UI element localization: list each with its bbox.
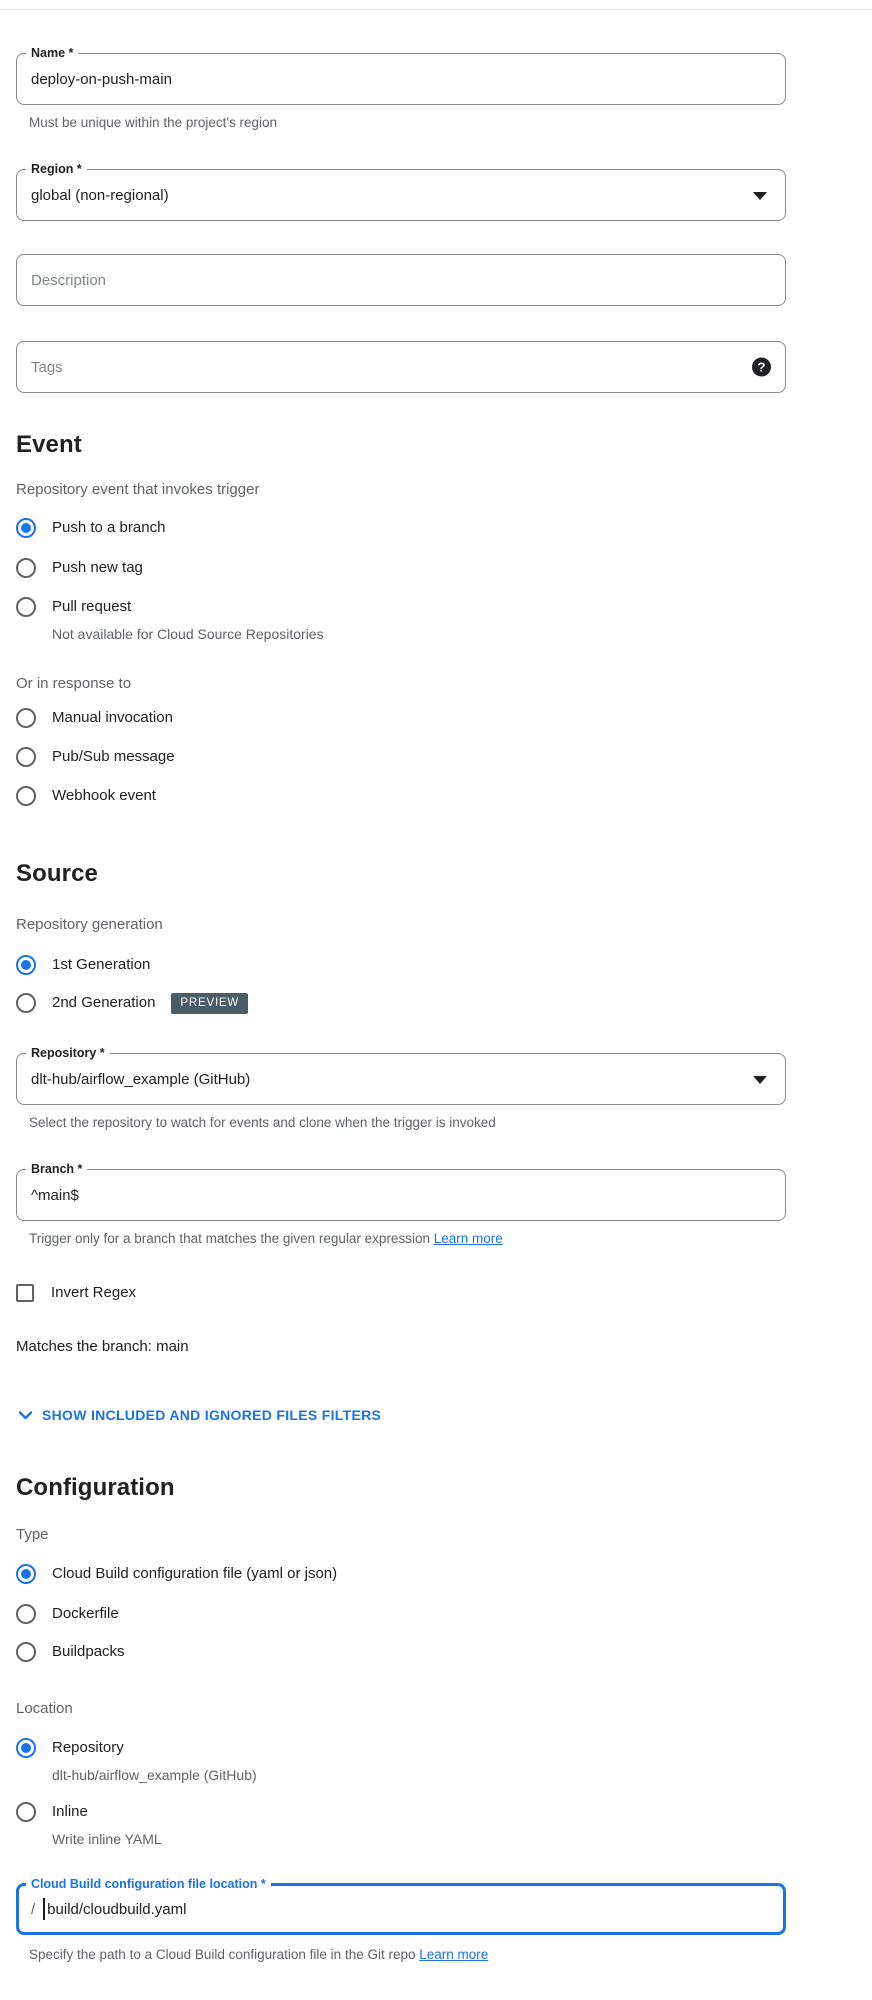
region-select-value: global (non-regional) xyxy=(31,186,169,204)
radio-pubsub-message[interactable] xyxy=(16,747,872,767)
radio-icon[interactable] xyxy=(16,993,36,1013)
pull-request-note: Not available for Cloud Source Repositories xyxy=(52,626,324,642)
location-repository-note: dlt-hub/airflow_example (GitHub) xyxy=(52,1767,257,1783)
radio-push-to-branch[interactable] xyxy=(16,518,872,538)
radio-icon[interactable] xyxy=(16,747,36,767)
invert-regex-checkbox-row[interactable] xyxy=(16,1283,872,1303)
config-file-location-input[interactable] xyxy=(45,1886,771,1932)
branch-match-note: Matches the branch: main xyxy=(16,1338,189,1355)
description-input[interactable] xyxy=(17,255,785,305)
radio-icon-selected[interactable] xyxy=(16,1738,36,1758)
source-section-title: Source xyxy=(16,860,98,887)
radio-icon[interactable] xyxy=(16,786,36,806)
tags-field[interactable] xyxy=(16,341,786,393)
config-file-location-helper-text: Specify the path to a Cloud Build configuration file in the Git repo xyxy=(29,1947,416,1962)
radio-icon-selected[interactable] xyxy=(16,955,36,975)
region-select-label: Region * xyxy=(26,162,87,177)
config-learn-more-link[interactable]: Learn more xyxy=(419,1947,489,1962)
radio-label: Inline xyxy=(52,1803,88,1820)
show-filters-toggle[interactable] xyxy=(16,1405,872,1425)
radio-pull-request[interactable] xyxy=(16,597,872,617)
radio-icon[interactable] xyxy=(16,708,36,728)
radio-icon-selected[interactable] xyxy=(16,518,36,538)
radio-dockerfile[interactable] xyxy=(16,1604,872,1624)
radio-label: 1st Generation xyxy=(52,956,151,973)
radio-label: Manual invocation xyxy=(52,709,173,726)
config-file-location-label: Cloud Build configuration file location * xyxy=(26,1877,271,1892)
name-field-label: Name * xyxy=(26,46,78,61)
radio-icon[interactable] xyxy=(16,1802,36,1822)
or-in-response-label: Or in response to xyxy=(16,675,132,692)
invert-regex-label: Invert Regex xyxy=(51,1284,137,1301)
name-input[interactable] xyxy=(17,54,785,104)
dropdown-arrow-icon[interactable] xyxy=(753,192,767,200)
repository-helper: Select the repository to watch for events and clone when the trigger is invoked xyxy=(29,1115,496,1130)
type-label: Type xyxy=(16,1526,49,1543)
radio-icon[interactable] xyxy=(16,597,36,617)
event-section-title: Event xyxy=(16,431,82,458)
region-select[interactable] xyxy=(16,162,786,221)
configuration-section-title: Configuration xyxy=(16,1474,175,1501)
radio-icon[interactable] xyxy=(16,1642,36,1662)
branch-field-label: Branch * xyxy=(26,1162,87,1177)
radio-label: Pull request xyxy=(52,598,132,615)
branch-helper-text: Trigger only for a branch that matches the given regular expression xyxy=(29,1231,430,1246)
radio-buildpacks[interactable] xyxy=(16,1642,872,1662)
branch-learn-more-link[interactable]: Learn more xyxy=(433,1231,503,1246)
radio-label: Push new tag xyxy=(52,559,143,576)
radio-label: Buildpacks xyxy=(52,1643,125,1660)
chevron-down-icon xyxy=(16,1406,35,1425)
branch-input[interactable] xyxy=(17,1170,785,1220)
description-field[interactable] xyxy=(16,254,786,306)
radio-location-inline[interactable] xyxy=(16,1802,872,1822)
radio-push-new-tag[interactable] xyxy=(16,558,872,578)
location-label: Location xyxy=(16,1700,73,1717)
config-file-location-inner xyxy=(19,1886,783,1932)
repository-select-value: dlt-hub/airflow_example (GitHub) xyxy=(31,1070,251,1088)
dropdown-arrow-icon[interactable] xyxy=(753,1076,767,1084)
radio-label: Dockerfile xyxy=(52,1605,119,1622)
event-subtitle: Repository event that invokes trigger xyxy=(16,481,260,498)
top-divider xyxy=(0,9,872,10)
config-file-location-helper xyxy=(29,1947,872,1963)
location-inline-note: Write inline YAML xyxy=(52,1831,162,1847)
radio-label: Cloud Build configuration file (yaml or json) xyxy=(52,1565,338,1582)
name-field[interactable] xyxy=(16,46,786,105)
radio-manual-invocation[interactable] xyxy=(16,708,872,728)
branch-helper xyxy=(29,1231,872,1247)
repository-generation-label: Repository generation xyxy=(16,916,163,933)
radio-label: Push to a branch xyxy=(52,519,166,536)
trigger-form xyxy=(0,46,872,1963)
radio-label: Repository xyxy=(52,1739,124,1756)
radio-label: Pub/Sub message xyxy=(52,748,175,765)
preview-badge: PREVIEW xyxy=(171,993,248,1014)
radio-icon[interactable] xyxy=(16,1604,36,1624)
help-icon[interactable]: ? xyxy=(752,358,771,377)
tags-input[interactable] xyxy=(17,342,785,392)
repository-select-label: Repository * xyxy=(26,1046,110,1061)
radio-location-repository[interactable] xyxy=(16,1738,872,1758)
checkbox-icon[interactable] xyxy=(16,1284,34,1302)
name-field-helper: Must be unique within the project's region xyxy=(29,115,277,130)
radio-icon-selected[interactable] xyxy=(16,1564,36,1584)
branch-field[interactable] xyxy=(16,1162,786,1221)
radio-webhook-event[interactable] xyxy=(16,786,872,806)
radio-label: Webhook event xyxy=(52,787,156,804)
radio-label: 2nd Generation xyxy=(52,994,156,1011)
path-prefix: / xyxy=(31,1900,36,1918)
radio-2nd-generation[interactable] xyxy=(16,993,872,1013)
radio-1st-generation[interactable] xyxy=(16,955,872,975)
show-filters-toggle-label: SHOW INCLUDED AND IGNORED FILES FILTERS xyxy=(42,1407,382,1423)
radio-cloud-build-config-file[interactable] xyxy=(16,1564,872,1584)
config-file-location-field[interactable] xyxy=(16,1877,786,1935)
repository-select[interactable] xyxy=(16,1046,786,1105)
radio-icon[interactable] xyxy=(16,558,36,578)
